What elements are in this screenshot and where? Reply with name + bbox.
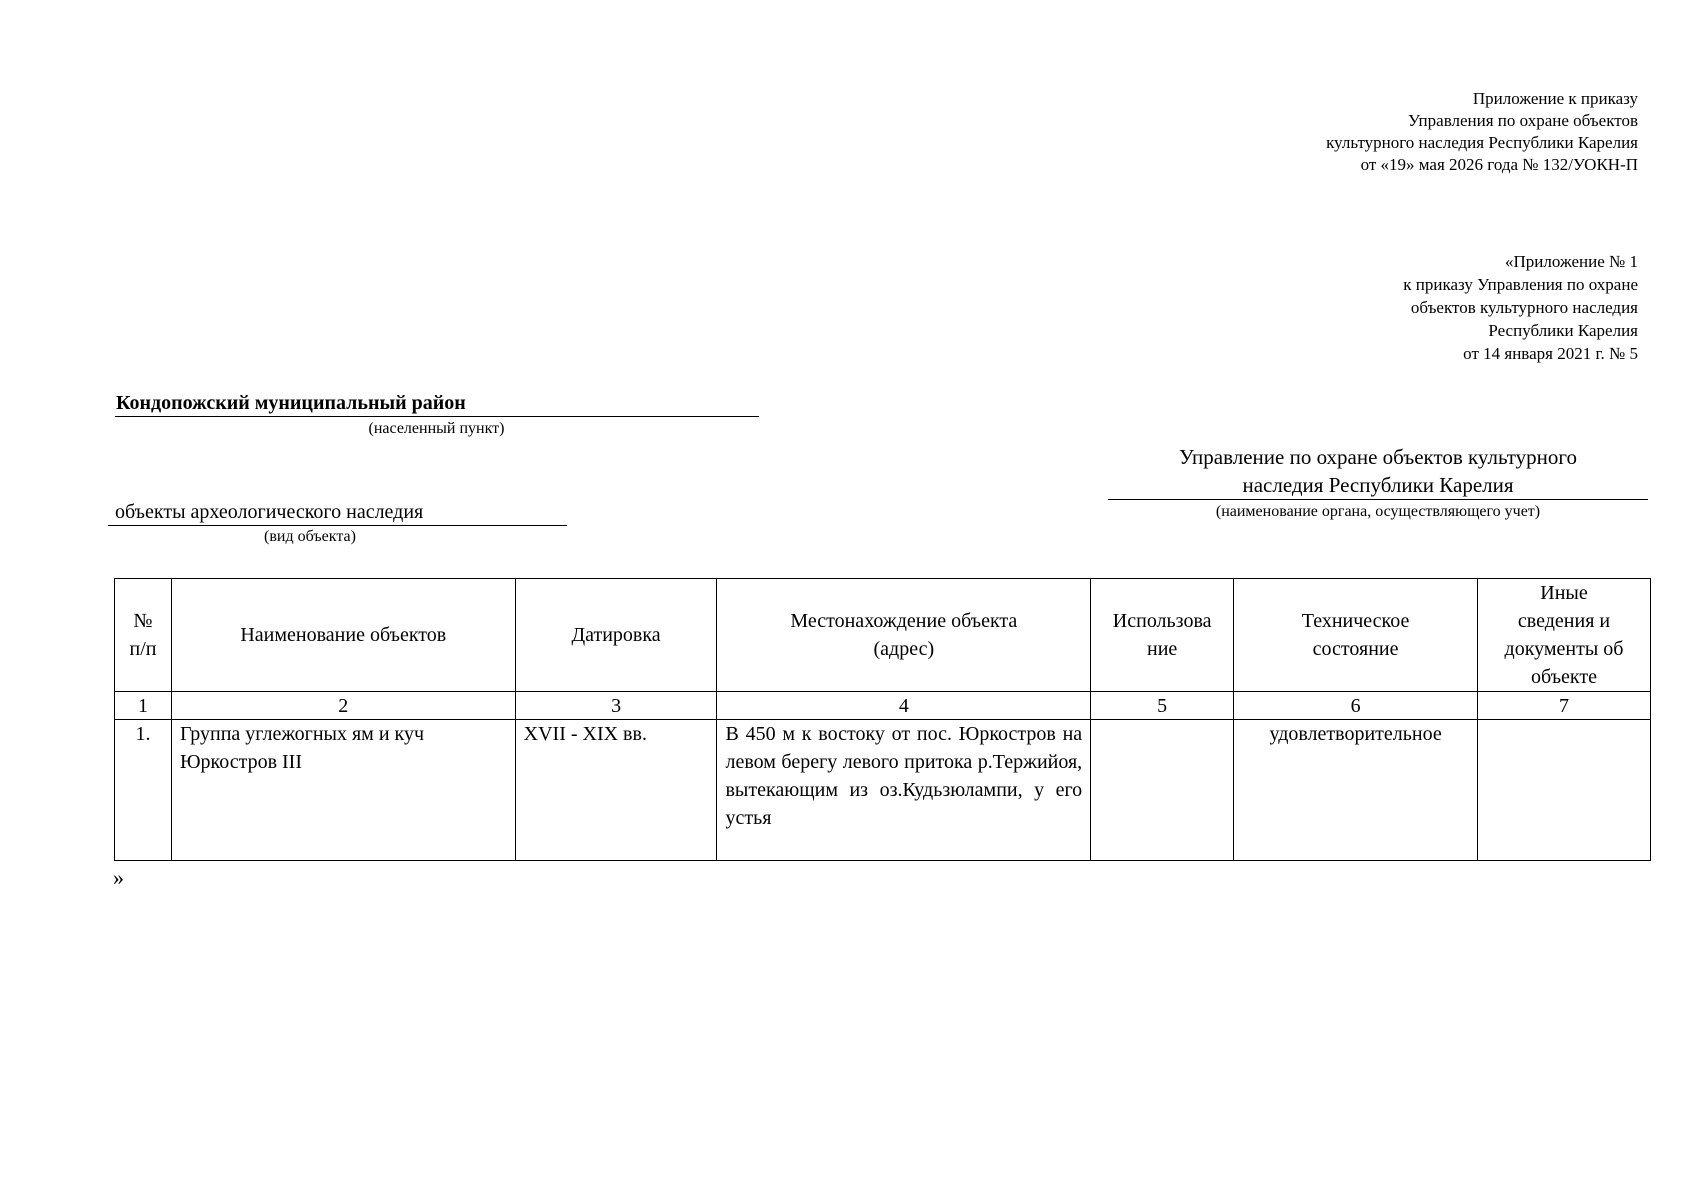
row-number: 1. <box>115 720 172 861</box>
header-other-line: объекте <box>1531 666 1597 688</box>
header-technical-state <box>1234 579 1478 692</box>
table-header-row <box>115 579 1651 692</box>
appendix-header-line: от «19» мая 2026 года № 132/УОКН-П <box>1360 155 1638 174</box>
object-location: В 450 м к востоку от пос. Юркостров на левом берегу левого притока р.Тержийоя, вытекающим из оз.Кудьзюлампи, у его устья <box>717 720 1091 861</box>
header-number-line: п/п <box>129 638 157 660</box>
object-usage <box>1091 720 1234 861</box>
object-other-info <box>1478 720 1651 861</box>
object-technical-state: удовлетворительное <box>1234 720 1478 861</box>
organization-name <box>1108 443 1648 500</box>
header-number <box>115 579 172 692</box>
header-other-line: Иные <box>1540 582 1588 604</box>
original-appendix-line: «Приложение № 1 <box>1505 252 1638 271</box>
header-number-line: № <box>133 610 153 632</box>
object-dating: XVII - XIX вв. <box>515 720 717 861</box>
column-number-row <box>115 692 1651 720</box>
appendix-header-line: культурного наследия Республики Карелия <box>1326 133 1638 152</box>
header-other-line: документы об <box>1504 638 1624 660</box>
appendix-header-line: Управления по охране объектов <box>1408 111 1638 130</box>
heritage-objects-table <box>114 578 1651 861</box>
column-number: 7 <box>1478 692 1651 720</box>
header-other-line: сведения и <box>1517 610 1611 632</box>
original-appendix-reference <box>1403 250 1638 365</box>
column-number: 5 <box>1091 692 1234 720</box>
header-usage-line: ние <box>1147 638 1178 660</box>
column-number: 2 <box>171 692 515 720</box>
header-location <box>717 579 1091 692</box>
header-state-line: Техническое <box>1301 610 1410 632</box>
table-row <box>115 720 1651 861</box>
original-appendix-line: от 14 января 2021 г. № 5 <box>1463 344 1638 363</box>
appendix-header-line: Приложение к приказу <box>1472 89 1638 108</box>
organization-line: Управление по охране объектов культурного <box>1179 445 1577 469</box>
header-dating: Датировка <box>515 579 717 692</box>
header-other-info <box>1478 579 1651 692</box>
organization-caption: (наименование органа, осуществляющего учет) <box>1215 503 1541 520</box>
header-location-line: Местонахождение объекта <box>790 610 1018 632</box>
header-usage-line: Использова <box>1112 610 1212 632</box>
header-location-line: (адрес) <box>873 638 935 660</box>
column-number: 6 <box>1234 692 1478 720</box>
original-appendix-line: Республики Карелия <box>1488 321 1638 340</box>
organization-line: наследия Республики Карелия <box>1242 473 1514 497</box>
column-number: 4 <box>717 692 1091 720</box>
column-number: 1 <box>115 692 172 720</box>
object-name: Группа углежогных ям и куч Юркостров III <box>171 720 515 861</box>
object-kind-caption: (вид объекта) <box>264 528 356 545</box>
object-kind: объекты археологического наследия <box>108 499 567 526</box>
district-name: Кондопожский муниципальный район <box>115 390 759 417</box>
header-state-line: состояние <box>1312 638 1399 660</box>
column-number: 3 <box>515 692 717 720</box>
original-appendix-line: объектов культурного наследия <box>1410 298 1638 317</box>
header-usage <box>1091 579 1234 692</box>
closing-quote: » <box>113 865 124 890</box>
header-name: Наименование объектов <box>171 579 515 692</box>
original-appendix-line: к приказу Управления по охране <box>1403 275 1638 294</box>
appendix-header <box>1326 88 1638 176</box>
district-caption: (населенный пункт) <box>368 420 505 437</box>
